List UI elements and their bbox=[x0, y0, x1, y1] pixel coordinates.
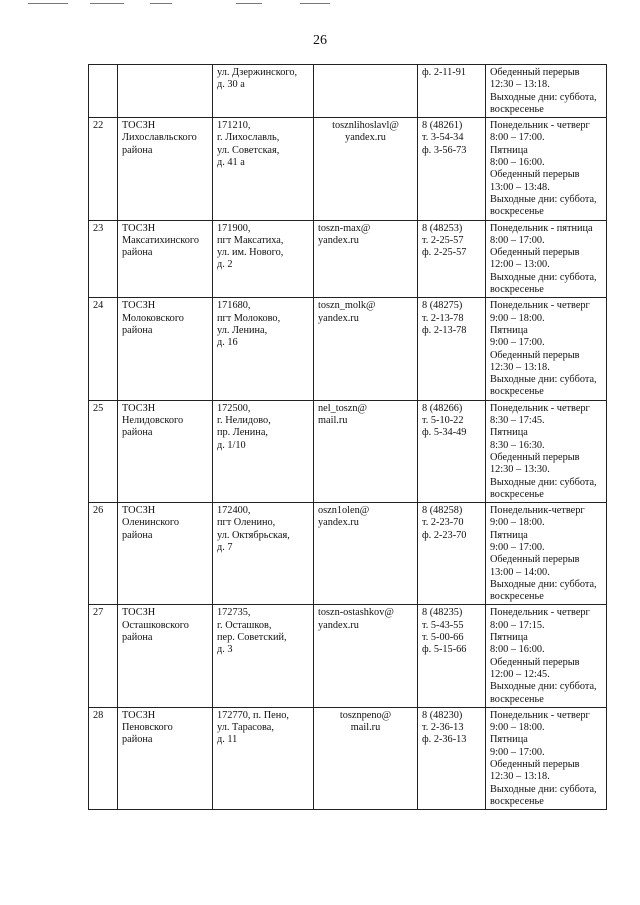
office-email-cell bbox=[314, 65, 418, 118]
phone-line: т. 5-10-22 bbox=[422, 415, 464, 427]
address-line: д. 3 bbox=[217, 644, 233, 656]
hours-line: воскресенье bbox=[490, 693, 544, 705]
hours-line: 13:00 – 14:00. bbox=[490, 566, 550, 578]
office-name-cell bbox=[118, 298, 213, 400]
hours-line: воскресенье bbox=[490, 103, 544, 115]
email-line: mail.ru bbox=[318, 415, 348, 427]
hours-line: Выходные дни: суббота, bbox=[490, 374, 597, 386]
office-name-cell bbox=[118, 605, 213, 707]
row-number: 28 bbox=[93, 709, 104, 721]
office-name-cell bbox=[118, 503, 213, 605]
hours-line: Обеденный перерыв bbox=[490, 349, 580, 361]
hours-line: Выходные дни: суббота, bbox=[490, 91, 597, 103]
name-line: Пеновского bbox=[122, 722, 173, 734]
hours-line: Пятница bbox=[490, 529, 528, 541]
office-number-cell bbox=[89, 605, 118, 707]
address-line: ул. Октябрьская, bbox=[217, 529, 290, 541]
phone-line: ф. 2-36-13 bbox=[422, 734, 467, 746]
hours-line: воскресенье bbox=[490, 488, 544, 500]
hours-line: 12:30 – 13:18. bbox=[490, 361, 550, 373]
hours-line: Понедельник - четверг bbox=[490, 607, 590, 619]
office-email-cell bbox=[314, 503, 418, 605]
office-phone-cell bbox=[418, 503, 486, 605]
hours-line: Обеденный перерыв bbox=[490, 451, 580, 463]
hours-line: 8:30 – 16:30. bbox=[490, 439, 545, 451]
address-line: д. 1/10 bbox=[217, 439, 246, 451]
name-line: района bbox=[122, 427, 153, 439]
address-line: г. Лихославль, bbox=[217, 132, 280, 144]
office-email-cell bbox=[314, 220, 418, 298]
office-name-cell bbox=[118, 118, 213, 220]
office-email-cell bbox=[314, 605, 418, 707]
address-line: ул. им. Нового, bbox=[217, 247, 284, 259]
hours-line: 8:00 – 17:00. bbox=[490, 234, 545, 246]
name-line: Молоковского bbox=[122, 312, 184, 324]
row-number: 22 bbox=[93, 120, 104, 132]
office-email-cell bbox=[314, 400, 418, 502]
hours-line: 12:00 – 12:45. bbox=[490, 668, 550, 680]
address-line: г. Осташков, bbox=[217, 619, 272, 631]
address-line: пр. Ленина, bbox=[217, 427, 268, 439]
email-line: yandex.ru bbox=[318, 517, 359, 529]
row-number: 26 bbox=[93, 505, 104, 517]
email-line: tosznpeno@ bbox=[339, 709, 392, 721]
scan-edge-marks bbox=[0, 0, 640, 8]
phone-line: ф. 5-34-49 bbox=[422, 427, 467, 439]
name-line: ТОСЗН bbox=[122, 222, 156, 234]
address-line: пгт Молоково, bbox=[217, 312, 281, 324]
table-row bbox=[89, 220, 607, 298]
hours-line: Выходные дни: суббота, bbox=[490, 783, 597, 795]
office-phone-cell bbox=[418, 605, 486, 707]
hours-line: воскресенье bbox=[490, 206, 544, 218]
hours-line: 9:00 – 18:00. bbox=[490, 312, 545, 324]
name-line: Нелидовского bbox=[122, 415, 184, 427]
office-address-cell bbox=[213, 118, 314, 220]
hours-line: 8:00 – 16:00. bbox=[490, 157, 545, 169]
table-row bbox=[89, 65, 607, 118]
name-line: района bbox=[122, 247, 153, 259]
name-line: района bbox=[122, 144, 153, 156]
address-line: д. 11 bbox=[217, 734, 238, 746]
hours-line: Понедельник-четверг bbox=[490, 505, 585, 517]
address-line: ул. Советская, bbox=[217, 144, 280, 156]
address-line: ул. Дзержинского, bbox=[217, 67, 298, 78]
office-email-cell bbox=[314, 707, 418, 809]
phone-line: ф. 3-56-73 bbox=[422, 144, 467, 156]
address-line: 172500, bbox=[217, 402, 251, 414]
phone-line: т. 2-36-13 bbox=[422, 722, 464, 734]
office-number-cell bbox=[89, 503, 118, 605]
hours-line: воскресенье bbox=[490, 386, 544, 398]
hours-line: 8:00 – 16:00. bbox=[490, 644, 545, 656]
name-line: района bbox=[122, 734, 153, 746]
email-line: mail.ru bbox=[350, 722, 381, 734]
hours-line: 13:00 – 13:48. bbox=[490, 181, 550, 193]
hours-line: Обеденный перерыв bbox=[490, 247, 580, 259]
hours-line: Пятница bbox=[490, 632, 528, 644]
hours-line: Выходные дни: суббота, bbox=[490, 476, 597, 488]
name-line: района bbox=[122, 324, 153, 336]
name-line: ТОСЗН bbox=[122, 120, 156, 132]
phone-line: 8 (48253) bbox=[422, 222, 463, 234]
address-line: ул. Тарасова, bbox=[217, 722, 274, 734]
hours-line: 12:30 – 13:30. bbox=[490, 464, 550, 476]
address-line: ул. Ленина, bbox=[217, 324, 268, 336]
hours-line: воскресенье bbox=[490, 284, 544, 296]
phone-line: т. 2-25-57 bbox=[422, 234, 464, 246]
hours-line: Пятница bbox=[490, 144, 528, 156]
hours-line: Обеденный перерыв bbox=[490, 67, 580, 78]
email-line: yandex.ru bbox=[318, 619, 359, 631]
office-hours-cell bbox=[486, 118, 607, 220]
name-line: Лихославльского bbox=[122, 132, 197, 144]
hours-line: 9:00 – 17:00. bbox=[490, 337, 545, 349]
office-number-cell bbox=[89, 707, 118, 809]
office-hours-cell bbox=[486, 298, 607, 400]
table-row bbox=[89, 118, 607, 220]
phone-line: 8 (48258) bbox=[422, 505, 463, 517]
row-number: 25 bbox=[93, 402, 104, 414]
phone-line: т. 2-23-70 bbox=[422, 517, 464, 529]
phone-line: ф. 2-23-70 bbox=[422, 529, 467, 541]
address-line: пгт Оленино, bbox=[217, 517, 276, 529]
address-line: д. 41 а bbox=[217, 157, 245, 169]
name-line: ТОСЗН bbox=[122, 300, 156, 312]
address-line: 171680, bbox=[217, 300, 251, 312]
address-line: пер. Советский, bbox=[217, 632, 287, 644]
email-line: tosznlihoslavl@ bbox=[332, 120, 399, 132]
email-line: toszn-ostashkov@ bbox=[318, 607, 394, 619]
office-number-cell bbox=[89, 298, 118, 400]
row-number: 27 bbox=[93, 607, 104, 619]
address-line: д. 30 а bbox=[217, 79, 245, 91]
name-line: ТОСЗН bbox=[122, 505, 156, 517]
phone-line: 8 (48266) bbox=[422, 402, 463, 414]
table-body bbox=[89, 65, 607, 810]
hours-line: Пятница bbox=[490, 734, 528, 746]
phone-line: ф. 2-25-57 bbox=[422, 247, 467, 259]
office-name-cell bbox=[118, 220, 213, 298]
office-hours-cell bbox=[486, 707, 607, 809]
office-phone-cell bbox=[418, 220, 486, 298]
table-row bbox=[89, 605, 607, 707]
office-hours-cell bbox=[486, 65, 607, 118]
address-line: пгт Максатиха, bbox=[217, 234, 284, 246]
hours-line: Понедельник - четверг bbox=[490, 300, 590, 312]
office-hours-cell bbox=[486, 400, 607, 502]
row-number: 24 bbox=[93, 300, 104, 312]
name-line: Максатихинского bbox=[122, 234, 199, 246]
hours-line: 8:30 – 17:45. bbox=[490, 415, 545, 427]
hours-line: 9:00 – 17:00. bbox=[490, 746, 545, 758]
hours-line: Понедельник - четверг bbox=[490, 402, 590, 414]
address-line: 171900, bbox=[217, 222, 251, 234]
phone-line: т. 3-54-34 bbox=[422, 132, 464, 144]
hours-line: 9:00 – 17:00. bbox=[490, 541, 545, 553]
hours-line: 9:00 – 18:00. bbox=[490, 722, 545, 734]
office-number-cell bbox=[89, 65, 118, 118]
email-line: oszn1olen@ bbox=[318, 505, 370, 517]
email-line: toszn_molk@ bbox=[318, 300, 376, 312]
hours-line: Обеденный перерыв bbox=[490, 169, 580, 181]
hours-line: Понедельник - четверг bbox=[490, 120, 590, 132]
table-row bbox=[89, 707, 607, 809]
row-number: 23 bbox=[93, 222, 104, 234]
office-address-cell bbox=[213, 503, 314, 605]
address-line: д. 16 bbox=[217, 337, 238, 349]
office-name-cell bbox=[118, 400, 213, 502]
email-line: yandex.ru bbox=[318, 312, 359, 324]
phone-line: т. 5-43-55 bbox=[422, 619, 464, 631]
name-line: ТОСЗН bbox=[122, 607, 156, 619]
office-hours-cell bbox=[486, 503, 607, 605]
hours-line: Понедельник - четверг bbox=[490, 709, 590, 721]
hours-line: 12:30 – 13:18. bbox=[490, 771, 550, 783]
address-line: г. Нелидово, bbox=[217, 415, 271, 427]
hours-line: 8:00 – 17:00. bbox=[490, 132, 545, 144]
phone-line: ф. 5-15-66 bbox=[422, 644, 467, 656]
hours-line: Пятница bbox=[490, 427, 528, 439]
office-name-cell bbox=[118, 65, 213, 118]
hours-line: Выходные дни: суббота, bbox=[490, 193, 597, 205]
name-line: ТОСЗН bbox=[122, 709, 156, 721]
office-phone-cell bbox=[418, 65, 486, 118]
office-address-cell bbox=[213, 298, 314, 400]
office-address-cell bbox=[213, 605, 314, 707]
name-line: Осташковского bbox=[122, 619, 189, 631]
office-number-cell bbox=[89, 220, 118, 298]
office-phone-cell bbox=[418, 707, 486, 809]
phone-line: т. 2-13-78 bbox=[422, 312, 464, 324]
address-line: 171210, bbox=[217, 120, 251, 132]
hours-line: Обеденный перерыв bbox=[490, 656, 580, 668]
hours-line: 8:00 – 17:15. bbox=[490, 619, 545, 631]
office-address-cell bbox=[213, 220, 314, 298]
office-phone-cell bbox=[418, 118, 486, 220]
hours-line: Понедельник - пятница bbox=[490, 222, 593, 234]
phone-line: 8 (48275) bbox=[422, 300, 463, 312]
address-line: д. 7 bbox=[217, 541, 233, 553]
name-line: района bbox=[122, 632, 153, 644]
office-address-cell bbox=[213, 707, 314, 809]
name-line: ТОСЗН bbox=[122, 402, 156, 414]
table-row bbox=[89, 503, 607, 605]
table-row bbox=[89, 400, 607, 502]
phone-line: т. 5-00-66 bbox=[422, 632, 464, 644]
phone-line: ф. 2-13-78 bbox=[422, 324, 467, 336]
office-address-cell bbox=[213, 65, 314, 118]
phone-line: 8 (48261) bbox=[422, 120, 463, 132]
phone-line: ф. 2-11-91 bbox=[422, 67, 467, 78]
address-line: 172770, п. Пено, bbox=[217, 709, 289, 721]
name-line: района bbox=[122, 529, 153, 541]
email-line: nel_toszn@ bbox=[318, 402, 367, 414]
hours-line: Пятница bbox=[490, 324, 528, 336]
email-line: yandex.ru bbox=[345, 132, 386, 144]
table-row bbox=[89, 298, 607, 400]
office-hours-cell bbox=[486, 605, 607, 707]
hours-line: Обеденный перерыв bbox=[490, 554, 580, 566]
address-line: 172400, bbox=[217, 505, 251, 517]
office-name-cell bbox=[118, 707, 213, 809]
social-protection-offices-table bbox=[88, 64, 607, 810]
office-phone-cell bbox=[418, 298, 486, 400]
office-number-cell bbox=[89, 118, 118, 220]
address-line: 172735, bbox=[217, 607, 251, 619]
hours-line: 12:30 – 13:18. bbox=[490, 79, 550, 91]
hours-line: Обеденный перерыв bbox=[490, 759, 580, 771]
hours-line: воскресенье bbox=[490, 795, 544, 807]
email-line: yandex.ru bbox=[318, 234, 359, 246]
hours-line: Выходные дни: суббота, bbox=[490, 578, 597, 590]
hours-line: 12:00 – 13:00. bbox=[490, 259, 550, 271]
phone-line: 8 (48230) bbox=[422, 709, 463, 721]
address-line: д. 2 bbox=[217, 259, 233, 271]
office-email-cell bbox=[314, 298, 418, 400]
office-address-cell bbox=[213, 400, 314, 502]
office-email-cell bbox=[314, 118, 418, 220]
page-number: 26 bbox=[313, 33, 327, 48]
office-number-cell bbox=[89, 400, 118, 502]
hours-line: Выходные дни: суббота, bbox=[490, 681, 597, 693]
name-line: Оленинского bbox=[122, 517, 179, 529]
hours-line: 9:00 – 18:00. bbox=[490, 517, 545, 529]
email-line: toszn-max@ bbox=[318, 222, 371, 234]
hours-line: Выходные дни: суббота, bbox=[490, 271, 597, 283]
office-hours-cell bbox=[486, 220, 607, 298]
phone-line: 8 (48235) bbox=[422, 607, 463, 619]
office-phone-cell bbox=[418, 400, 486, 502]
hours-line: воскресенье bbox=[490, 591, 544, 603]
